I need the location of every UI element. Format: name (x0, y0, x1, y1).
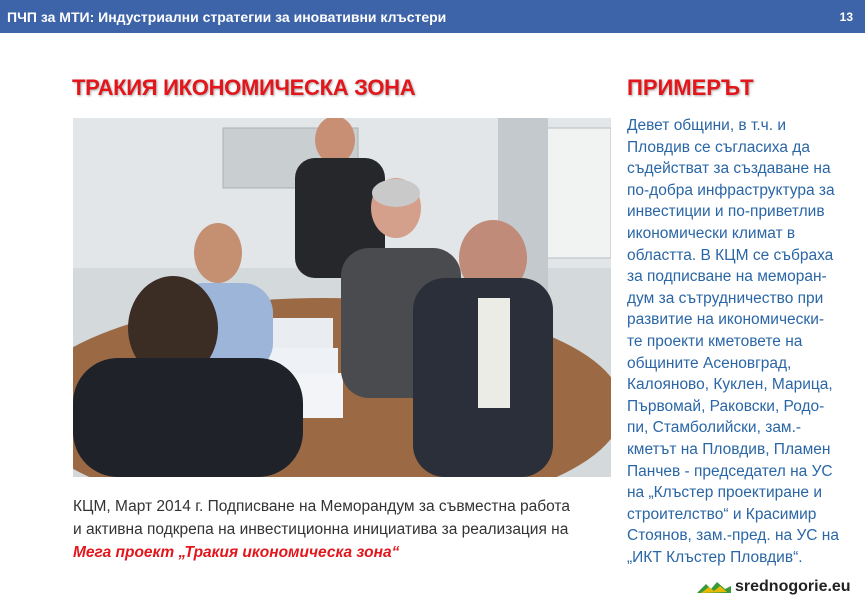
header-bar (0, 0, 865, 33)
body-line: по-добра инфраструктура за (627, 181, 835, 199)
logo-text: srednogorie.eu (735, 578, 851, 595)
body-line: Стоянов, зам.-пред. на УС на (627, 527, 839, 545)
body-line: „ИКТ Клъстер Пловдив“. (627, 548, 803, 566)
body-line: икономически климат в (627, 224, 796, 242)
body-line: Панчев - председател на УС (627, 462, 833, 480)
example-body-text (627, 115, 847, 568)
body-line: на „Клъстер проектиране и (627, 484, 822, 502)
body-line: общините Асеновград, (627, 354, 792, 372)
body-line: Пловдив се съгласиха да (627, 138, 810, 156)
body-line: Калояново, Куклен, Марица, (627, 376, 833, 394)
section-heading-trakia: ТРАКИЯ ИКОНОМИЧЕСКА ЗОНА (72, 75, 416, 100)
body-line: областта. В КЦМ се събраха (627, 246, 834, 264)
presentation-title: ПЧП за МТИ: Индустриални стратегии за иновативни клъстери (7, 9, 447, 25)
caption-project-name: Мега проект „Тракия икономическа зона“ (73, 544, 400, 561)
body-line: кметът на Пловдив, Пламен (627, 440, 831, 458)
body-line: Първомай, Раковски, Родо- (627, 397, 825, 415)
caption-line: и активна подкрепа на инвестиционна инициатива за реализация на (73, 521, 569, 538)
body-line: съдействат за създаване на (627, 160, 831, 178)
body-line: строителство“ и Красимир (627, 505, 817, 523)
page-number: 13 (839, 10, 853, 24)
srednogorie-logo-mark-icon (697, 580, 731, 594)
body-line: развитие на икономически- (627, 311, 825, 329)
meeting-photo (73, 118, 611, 477)
body-line: пи, Стамболийски, зам.- (627, 419, 802, 437)
body-line: Девет общини, в т.ч. и (627, 117, 787, 134)
photo-caption (73, 495, 613, 564)
section-heading-example: ПРИМЕРЪТ (627, 75, 754, 100)
body-line: за подписване на меморан- (627, 268, 827, 286)
body-line: дум за сътрудничество при (627, 289, 824, 307)
body-line: те проекти кметовете на (627, 332, 803, 350)
caption-line: КЦМ, Март 2014 г. Подписване на Меморандум за съвместна работа (73, 498, 570, 515)
body-line: инвестиции и по-приветлив (627, 203, 825, 221)
